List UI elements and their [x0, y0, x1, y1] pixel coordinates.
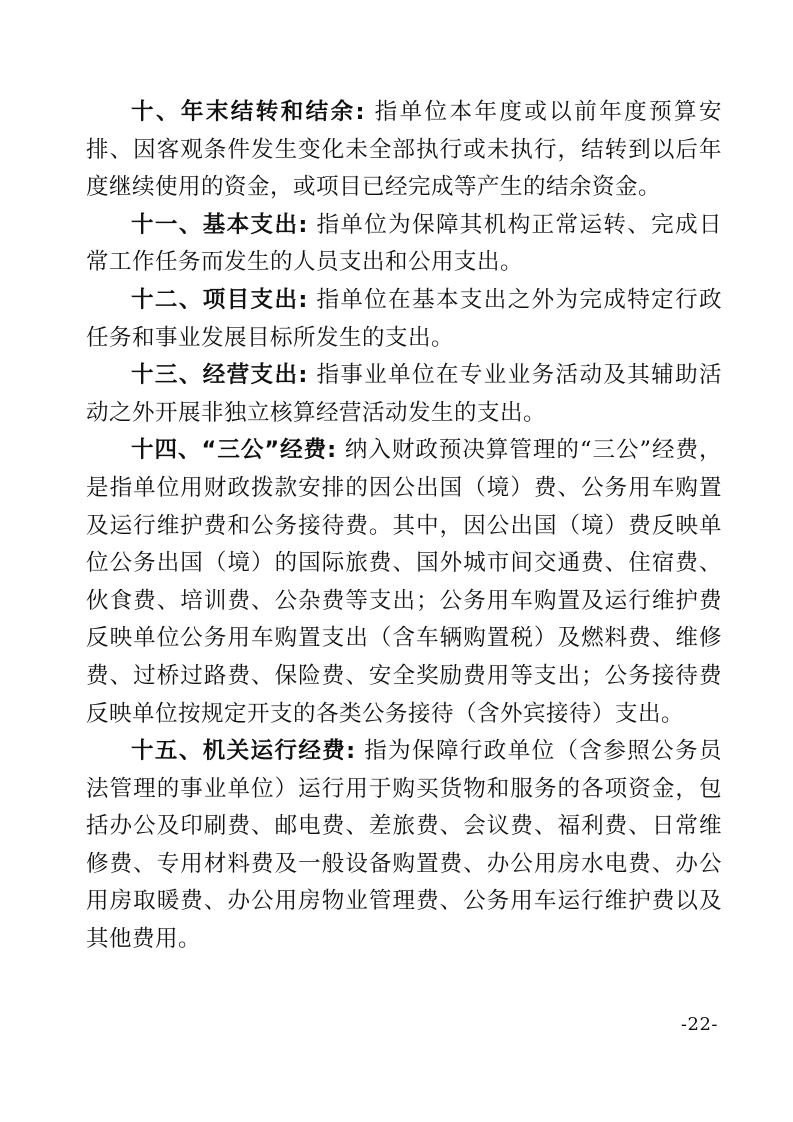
definition-three-public-expenses: 纳入财政预决算管理的“三公”经费，是指单位用财政拨款安排的因公出国（境）费、公务用车购置及运行维护费和公务接待费。其中，因公出国（境）费反映单位公务出国（境）的国际旅费、国外城市间交通费、住宿费、伙食费、培训费、公杂费等支出；公务用车购置及运行维护费反映单位公务用车购置支出（含车辆购置税）及燃料费、维修费、过桥过路费、保险费、安全奖励费用等支出；公务接待费反映单位按规定开支的各类公务接待（含外宾接待）支出。	[86, 437, 723, 727]
paragraph-operating-expenditure	[86, 357, 722, 432]
document-body	[86, 94, 722, 959]
definition-year-end-carryover: 指单位本年度或以前年度预算安排、因客观条件发生变化未全部执行或未执行，结转到以后年度继续使用的资金，或项目已经完成等产生的结余资金。	[86, 99, 722, 201]
term-agency-operating-funds: 十五、机关运行经费:	[131, 738, 356, 765]
paragraph-year-end-carryover	[86, 94, 722, 207]
term-year-end-carryover: 十、年末结转和结余:	[131, 99, 366, 125]
term-three-public-expenses: 十四、“三公”经费:	[131, 437, 337, 464]
paragraph-basic-expenditure	[86, 207, 722, 282]
term-basic-expenditure: 十一、基本支出:	[131, 211, 308, 238]
definition-basic-expenditure: 指单位为保障其机构正常运转、完成日常工作任务而发生的人员支出和公用支出。	[86, 211, 722, 276]
definition-agency-operating-funds: 指为保障行政单位（含参照公务员法管理的事业单位）运行用于购买货物和服务的各项资金，包括办公及印刷费、邮电费、差旅费、会议费、福利费、日常维修费、专用材料费及一般设备购置费、办公用房水电费、办公用房取暖费、办公用房物业管理费、公务用车运行维护费以及其他费用。	[86, 738, 722, 953]
paragraph-three-public-expenses	[86, 432, 722, 733]
term-project-expenditure: 十二、项目支出:	[131, 286, 308, 313]
paragraph-agency-operating-funds	[86, 733, 722, 959]
definition-project-expenditure: 指单位在基本支出之外为完成特定行政任务和事业发展目标所发生的支出。	[86, 286, 722, 351]
term-operating-expenditure: 十三、经营支出:	[131, 362, 308, 389]
page-number: -22-	[680, 1014, 718, 1035]
definition-operating-expenditure: 指事业单位在专业业务活动及其辅助活动之外开展非独立核算经营活动发生的支出。	[86, 362, 722, 426]
paragraph-project-expenditure	[86, 282, 722, 357]
